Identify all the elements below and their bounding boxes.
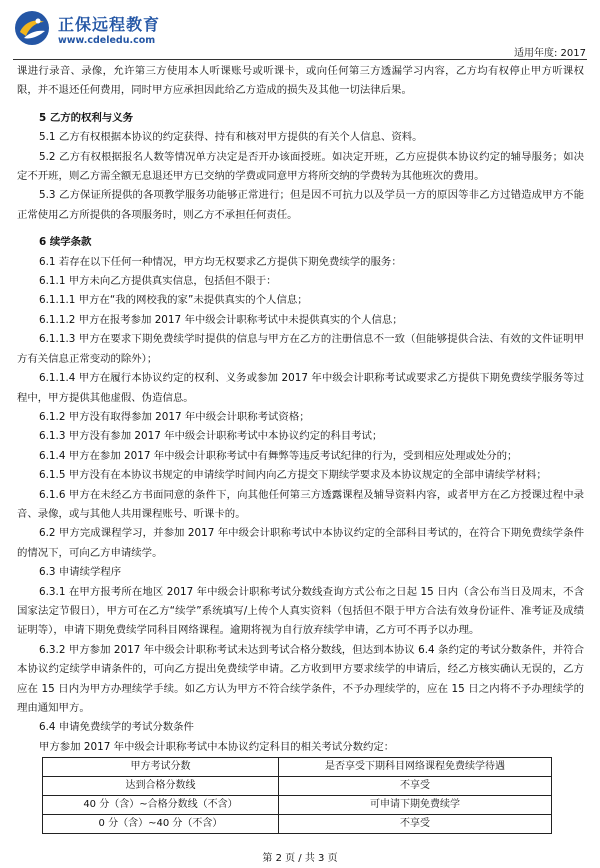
- brand-url[interactable]: www.cdeledu.com: [58, 35, 156, 46]
- table-cell: 不享受: [278, 815, 551, 834]
- document-body: [17, 62, 584, 834]
- clause-6-1-6: 6.1.6 甲方在未经乙方书面同意的条件下，向其他任何第三方透露课程及辅导资料内容，或者甲方在乙方授课过程中录音、录像，或与其他人共用课程账号、听课卡的。: [17, 488, 584, 520]
- clause-6-3-2: 6.3.2 甲方参加 2017 年中级会计职称考试未达到考试合格分数线，但达到本协议 6.4 条约定的考试分数条件，并符合本协议约定续学申请条件的，可向乙方提出免费续学申请。乙方收到甲方要求续学的申请后，经乙方核实确认无误的，乙方应在 15 日内为甲方办理续学手续。如乙方认为甲方不符合续学条件，不予办理续学的，应在 15 日之内将不予办理续学的理由通知甲方。: [17, 643, 584, 714]
- clause-6-3: 6.3 申请续学程序: [39, 566, 122, 579]
- clause-6-1-4: 6.1.4 甲方在参加 2017 年中级会计职称考试中有舞弊等违反考试纪律的行为，受到相应处理或处分的；: [39, 449, 518, 462]
- clause-6-1-1-4: 6.1.1.4 甲方在履行本协议约定的权利、义务或参加 2017 年中级会计职称考试或要求乙方提供下期免费续学服务等过程中，甲方提供其他虚假、伪造信息。: [17, 372, 584, 404]
- table-cell: 不享受: [278, 777, 551, 796]
- table-header-row: [43, 758, 552, 777]
- clause-6-1-1: 6.1.1 甲方未向乙方提供真实信息，包括但不限于：: [39, 275, 277, 288]
- clause-6-1-1-2: 6.1.1.2 甲方在报考参加 2017 年中级会计职称考试中未提供真实的个人信息；: [39, 313, 403, 326]
- logo-swirl-icon: [14, 10, 50, 46]
- clause-6-3-1: 6.3.1 在甲方报考所在地区 2017 年中级会计职称考试分数线查询方式公布之日起 15 日内（含公布当日及周末，不含国家法定节假日），甲方可在乙方“续学”系统填写/上传个人真实资料（包括但不限于甲方合法有效身份证件、准考证及成绩证明等），申请下期免费续学同科目网络课程。逾期将视为自行放弃续学申请，乙方可不再予以办理。: [17, 585, 584, 637]
- clause-5-1: 5.1 乙方有权根据本协议的约定获得、持有和核对甲方提供的有关个人信息、资料。: [39, 131, 423, 144]
- page-header: [0, 0, 600, 66]
- brand-name: 正保远程教育: [58, 15, 161, 34]
- table-header-cell: 甲方考试分数: [43, 758, 279, 777]
- table-row: [43, 815, 552, 834]
- clause-6-1-5: 6.1.5 甲方没有在本协议书规定的申请续学时间内向乙方提交下期续学要求及本协议规定的全部申请续学材料；: [39, 469, 547, 482]
- section-heading-5: 5 乙方的权利与义务: [39, 111, 133, 124]
- table-cell: 40 分（含）~合格分数线（不含）: [43, 796, 279, 815]
- clause-6-1-2: 6.1.2 甲方没有取得参加 2017 年中级会计职称考试资格；: [39, 410, 310, 423]
- clause-6-2: 6.2 甲方完成课程学习，并参加 2017 年中级会计职称考试中本协议约定的全部科目考试的，在符合下期免费续学条件的情况下，可向乙方申请续学。: [17, 527, 584, 559]
- table-header-cell: 是否享受下期科目网络课程免费续学待遇: [278, 758, 551, 777]
- table-cell: 0 分（含）~40 分（不含）: [43, 815, 279, 834]
- table-row: [43, 777, 552, 796]
- score-conditions-table: [42, 757, 552, 834]
- table-row: [43, 796, 552, 815]
- applicable-year: 适用年度: 2017: [514, 48, 586, 59]
- clause-6-1-1-1: 6.1.1.1 甲方在“我的网校我的家”未提供真实的个人信息；: [39, 294, 308, 307]
- clause-6-4: 6.4 申请免费续学的考试分数条件: [39, 721, 194, 734]
- table-cell: 达到合格分数线: [43, 777, 279, 796]
- clause-5-2: 5.2 乙方有权根据报名人数等情况单方决定是否开办该面授班。如决定开班，乙方应提供本协议约定的辅导服务；如决定不开班，则乙方需全额无息退还甲方已交纳的学费或同意甲方将所交纳的学费转为其他班次的费用。: [17, 150, 584, 183]
- table-cell: 可申请下期免费续学: [278, 796, 551, 815]
- table-intro: 甲方参加 2017 年中级会计职称考试中本协议约定科目的相关考试分数约定：: [39, 740, 395, 753]
- page-number: 第 2 页 / 共 3 页: [262, 853, 338, 864]
- paragraph-continuation: 课进行录音、录像，允许第三方使用本人听课账号或听课卡，或向任何第三方透漏学习内容，乙方均有权停止甲方听课权限，并不退还任何费用，同时甲方应承担因此给乙方造成的损失及其他一切法律后果。: [17, 65, 584, 97]
- header-divider: [13, 59, 587, 60]
- clause-6-1: 6.1 若存在以下任何一种情况，甲方均无权要求乙方提供下期免费续学的服务：: [39, 255, 402, 268]
- section-heading-6: 6 续学条款: [39, 236, 92, 249]
- clause-6-1-1-3: 6.1.1.3 甲方在要求下期免费续学时提供的信息与甲方在乙方的注册信息不一致（但能够提供合法、有效的文件证明甲方有关信息正常变动的除外）；: [17, 333, 584, 365]
- clause-6-1-3: 6.1.3 甲方没有参加 2017 年中级会计职称考试中本协议约定的科目考试；: [39, 430, 383, 443]
- clause-5-3: 5.3 乙方保证所提供的各项教学服务功能够正常进行；但是因不可抗力以及学员一方的原因等非乙方过错造成甲方不能正常使用乙方所提供的各项服务时，则乙方不承担任何责任。: [17, 189, 584, 221]
